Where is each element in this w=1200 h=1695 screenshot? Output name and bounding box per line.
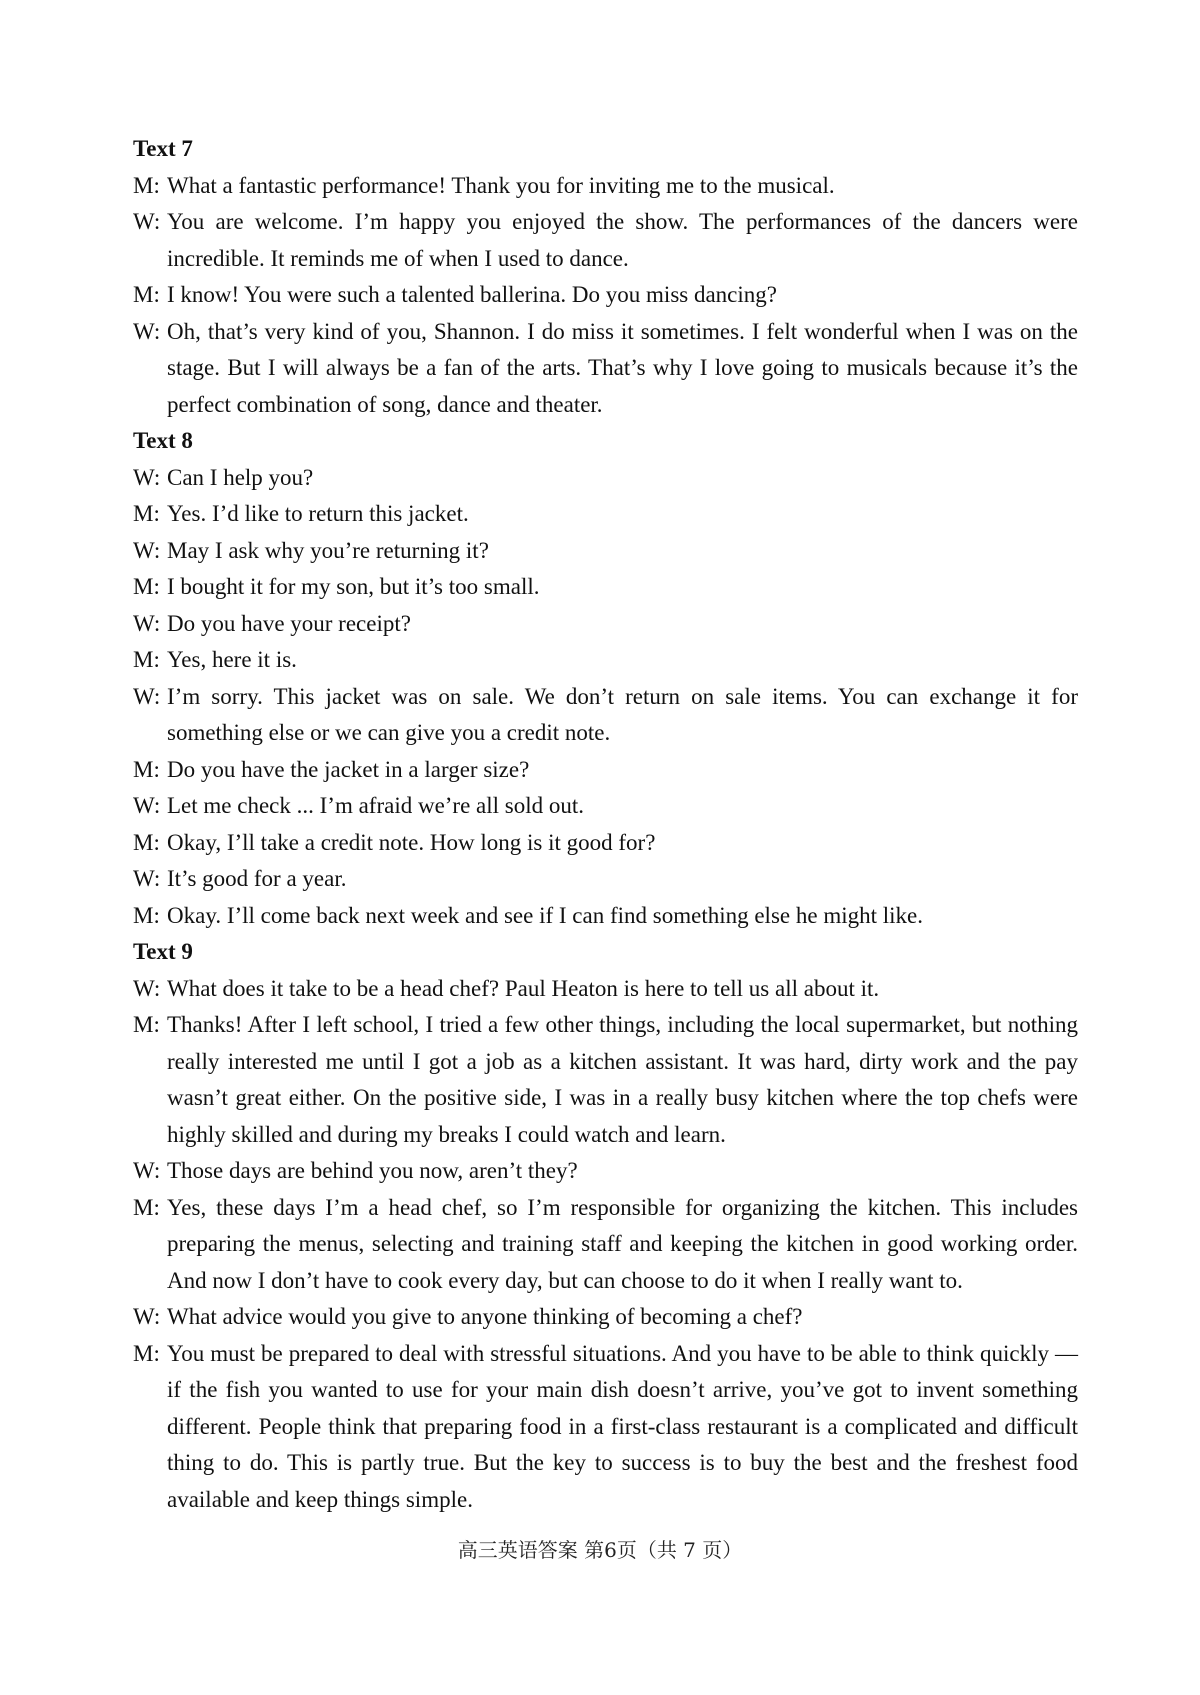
speaker-label: M: (133, 574, 160, 599)
utterance-text: I bought it for my son, but it’s too small. (167, 574, 540, 599)
speaker-label: M: (133, 172, 160, 198)
utterance-text: Thanks! After I left school, I tried a few other things, including the local supermarket, but nothing really interested me until I got a job as a kitchen assistant. It was hard, dirty work and the pay wasn’t great either. On the positive side, I was in a really busy kitchen where the top chefs were highly skilled and during my breaks I could watch and learn. (167, 1012, 1078, 1147)
speaker-label: W: (133, 683, 161, 709)
dialogue-line (133, 1153, 1078, 1190)
speaker-label: M: (133, 902, 160, 928)
dialogue-line (133, 679, 1078, 752)
speaker-label: W: (133, 975, 161, 1001)
dialogue-line (133, 1299, 1078, 1336)
transcript-section (133, 131, 1078, 423)
utterance-text: Do you have the jacket in a larger size? (167, 756, 530, 782)
utterance-text: You are welcome. I’m happy you enjoyed the show. The performances of the dancers were incredible. It reminds me of when I used to dance. (167, 209, 1078, 271)
speaker-label: M: (133, 756, 160, 782)
utterance-text: Okay. I’ll come back next week and see if I can find something else he might like. (167, 902, 923, 928)
dialogue-line (133, 533, 1078, 570)
utterance-text: Can I help you? (167, 464, 314, 490)
dialogue-line (133, 277, 1078, 314)
speaker-label: W: (133, 209, 161, 234)
document-body (133, 131, 1078, 1518)
dialogue-line (133, 1190, 1078, 1300)
dialogue-line (133, 496, 1078, 533)
transcript-section (133, 423, 1078, 934)
speaker-label: M: (133, 1340, 160, 1366)
dialogue-line (133, 569, 1078, 606)
dialogue-line (133, 204, 1078, 277)
dialogue-line (133, 971, 1078, 1008)
utterance-text: Oh, that’s very kind of you, Shannon. I do miss it sometimes. I felt wonderful when I was on the stage. But I will always be a fan of the arts. That’s why I love going to musicals because it’s the perfect combination of song, dance and theater. (167, 318, 1078, 417)
section-heading: Text 8 (133, 428, 193, 453)
utterance-text: It’s good for a year. (167, 866, 347, 891)
utterance-text: Those days are behind you now, aren’t they? (167, 1158, 578, 1183)
dialogue-line (133, 460, 1078, 497)
dialogue-line (133, 752, 1078, 789)
utterance-text: What does it take to be a head chef? Paul Heaton is here to tell us all about it. (167, 975, 880, 1001)
utterance-text: I know! You were such a talented ballerina. Do you miss dancing? (167, 282, 777, 307)
speaker-label: W: (133, 464, 161, 490)
page-footer: 高三英语答案 第6页（共 7 页） (457, 1538, 743, 1562)
speaker-label: M: (133, 282, 160, 307)
speaker-label: W: (133, 793, 161, 818)
speaker-label: M: (133, 1194, 160, 1220)
dialogue-line (133, 788, 1078, 825)
utterance-text: Let me check ... I’m afraid we’re all sold out. (167, 793, 585, 818)
speaker-label: W: (133, 610, 161, 636)
utterance-text: Do you have your receipt? (167, 610, 411, 636)
dialogue-line (133, 861, 1078, 898)
speaker-label: W: (133, 1304, 161, 1329)
utterance-text: You must be prepared to deal with stressful situations. And you have to be able to think quickly — if the fish you wanted to use for your main dish doesn’t arrive, you’ve got to invent something different. People think that preparing food in a first-class restaurant is a complicated and difficult thing to do. This is partly true. But the key to success is to buy the best and the freshest food available and keep things simple. (167, 1340, 1078, 1512)
speaker-label: M: (133, 501, 160, 526)
utterance-text: Okay, I’ll take a credit note. How long is it good for? (167, 829, 656, 855)
dialogue-line (133, 168, 1078, 205)
dialogue-line (133, 1336, 1078, 1519)
speaker-label: W: (133, 866, 161, 891)
dialogue-line (133, 898, 1078, 935)
transcript-section (133, 934, 1078, 1518)
section-heading: Text 9 (133, 939, 193, 964)
dialogue-line (133, 825, 1078, 862)
utterance-text: Yes. I’d like to return this jacket. (167, 501, 469, 526)
utterance-text: I’m sorry. This jacket was on sale. We don’t return on sale items. You can exchange it for something else or we can give you a credit note. (167, 683, 1078, 745)
utterance-text: Yes, these days I’m a head chef, so I’m responsible for organizing the kitchen. This includes preparing the menus, selecting and training staff and keeping the kitchen in good working order. And now I don’t have to cook every day, but can choose to do it when I really want to. (167, 1194, 1078, 1293)
speaker-label: W: (133, 537, 161, 563)
utterance-text: What a fantastic performance! Thank you for inviting me to the musical. (167, 172, 835, 198)
section-heading: Text 7 (133, 136, 193, 161)
speaker-label: M: (133, 829, 160, 855)
utterance-text: What advice would you give to anyone thinking of becoming a chef? (167, 1304, 803, 1329)
dialogue-line (133, 642, 1078, 679)
speaker-label: W: (133, 1158, 161, 1183)
speaker-label: M: (133, 1012, 160, 1037)
dialogue-line (133, 1007, 1078, 1153)
speaker-label: M: (133, 647, 160, 672)
utterance-text: Yes, here it is. (167, 647, 297, 672)
dialogue-line (133, 314, 1078, 424)
dialogue-line (133, 606, 1078, 643)
speaker-label: W: (133, 318, 161, 344)
utterance-text: May I ask why you’re returning it? (167, 537, 489, 563)
